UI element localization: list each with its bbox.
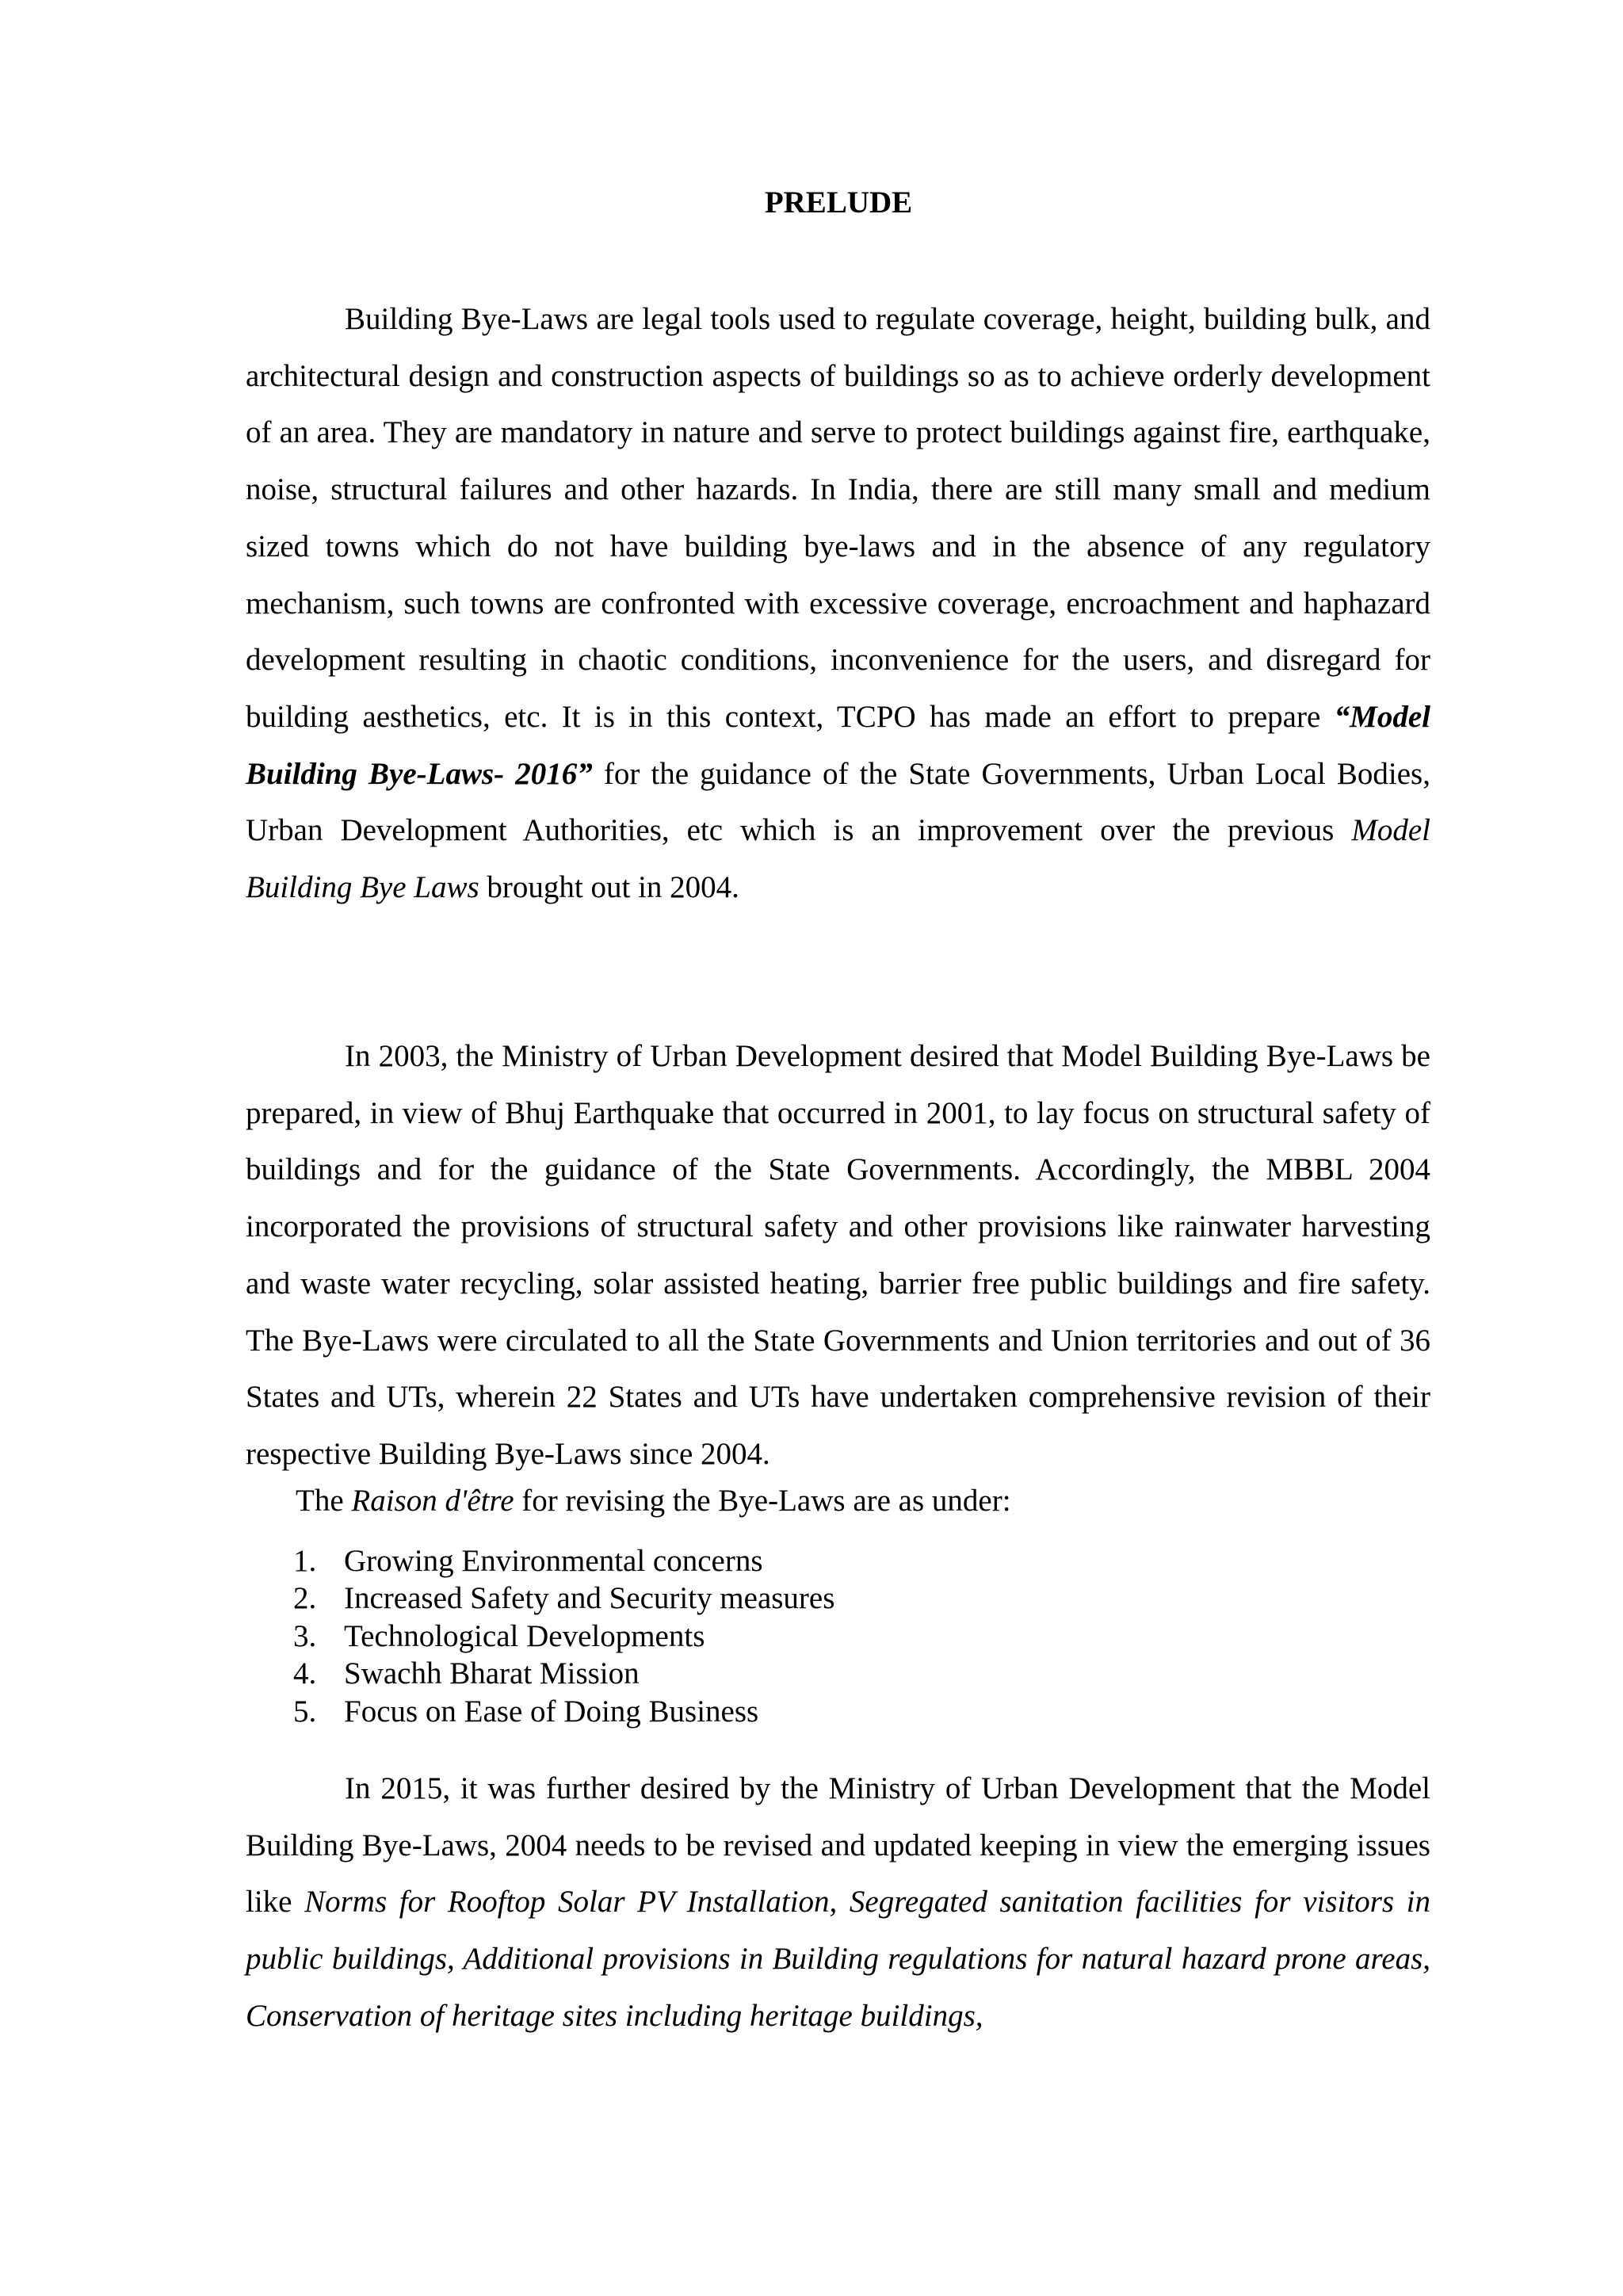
reasons-lead-in xyxy=(296,1477,1011,1525)
paragraph-text: for the guidance of the State Governments, Urban Local Bodies, Urban Development Authorities, etc which is an improvement over the previous xyxy=(246,756,1430,848)
italic-issues-list: Norms for Rooftop Solar PV Installation, Segregated sanitation facilities for visitors in public buildings, Additional provisions in Building regulations for natural hazard prone areas, Conservation of heritage sites including heritage buildings, xyxy=(246,1885,1431,2033)
list-item-number: 1. xyxy=(293,1544,317,1578)
page-title: PRELUDE xyxy=(764,185,913,220)
list-item-text: Focus on Ease of Doing Business xyxy=(344,1694,759,1729)
paragraph-text: In 2015, it was further desired by the Ministry of Urban Development that the Model Building Bye-Laws, 2004 needs to be revised and updated keeping in view the emerging issues like xyxy=(246,1771,1430,1920)
list-item-text: Increased Safety and Security measures xyxy=(344,1581,835,1616)
italic-term: Raison d'être xyxy=(351,1484,514,1518)
list-item-number: 3. xyxy=(293,1618,317,1653)
list-item xyxy=(293,1580,834,1617)
paragraph-text: brought out in 2004. xyxy=(479,870,739,905)
reasons-list xyxy=(293,1542,834,1730)
list-item xyxy=(293,1618,834,1655)
paragraph-introduction xyxy=(246,291,1430,916)
lead-in-text: The xyxy=(296,1484,352,1518)
italic-document-title: Model Building Bye Laws xyxy=(246,813,1430,905)
list-item-number: 2. xyxy=(293,1581,317,1616)
lead-in-text: for revising the Bye-Laws are as under: xyxy=(514,1484,1011,1518)
list-item-number: 5. xyxy=(293,1694,317,1729)
list-item-number: 4. xyxy=(293,1656,317,1691)
list-item-text: Growing Environmental concerns xyxy=(344,1544,763,1578)
paragraph-text: Building Bye-Laws are legal tools used to regulate coverage, height, building bulk, and architectural design and construction aspects of buildings so as to achieve orderly development of an area. They are mandatory in nature and serve to protect buildings against fire, earthquake, noise, structural failures and other hazards. In India, there are still many small and medium sized towns which do not have building bye-laws and in the absence of any regulatory mechanism, such towns are confronted with excessive coverage, encroachment and haphazard development resulting in chaotic conditions, inconvenience for the users, and disregard for building aesthetics, etc. It is in this context, TCPO has made an effort to prepare xyxy=(246,302,1430,734)
paragraph-revision xyxy=(246,1760,1430,2045)
list-item xyxy=(293,1655,834,1692)
list-item xyxy=(293,1542,834,1580)
list-item-text: Swachh Bharat Mission xyxy=(344,1656,640,1691)
paragraph-history: In 2003, the Ministry of Urban Development desired that Model Building Bye-Laws be prepared, in view of Bhuj Earthquake that occurred in 2001, to lay focus on structural safety of buildings and for the guidance of the State Governments. Accordingly, the MBBL 2004 incorporated the provisions of structural safety and other provisions like rainwater harvesting and waste water recycling, solar assisted heating, barrier free public buildings and fire safety. The Bye-Laws were circulated to all the State Governments and Union territories and out of 36 States and UTs, wherein 22 States and UTs have undertaken comprehensive revision of their respective Building Bye-Laws since 2004. xyxy=(246,1039,1430,1471)
list-item xyxy=(293,1693,834,1730)
list-item-text: Technological Developments xyxy=(344,1618,705,1653)
emphasis-document-title: “Model Building Bye-Laws- 2016” xyxy=(246,699,1430,791)
